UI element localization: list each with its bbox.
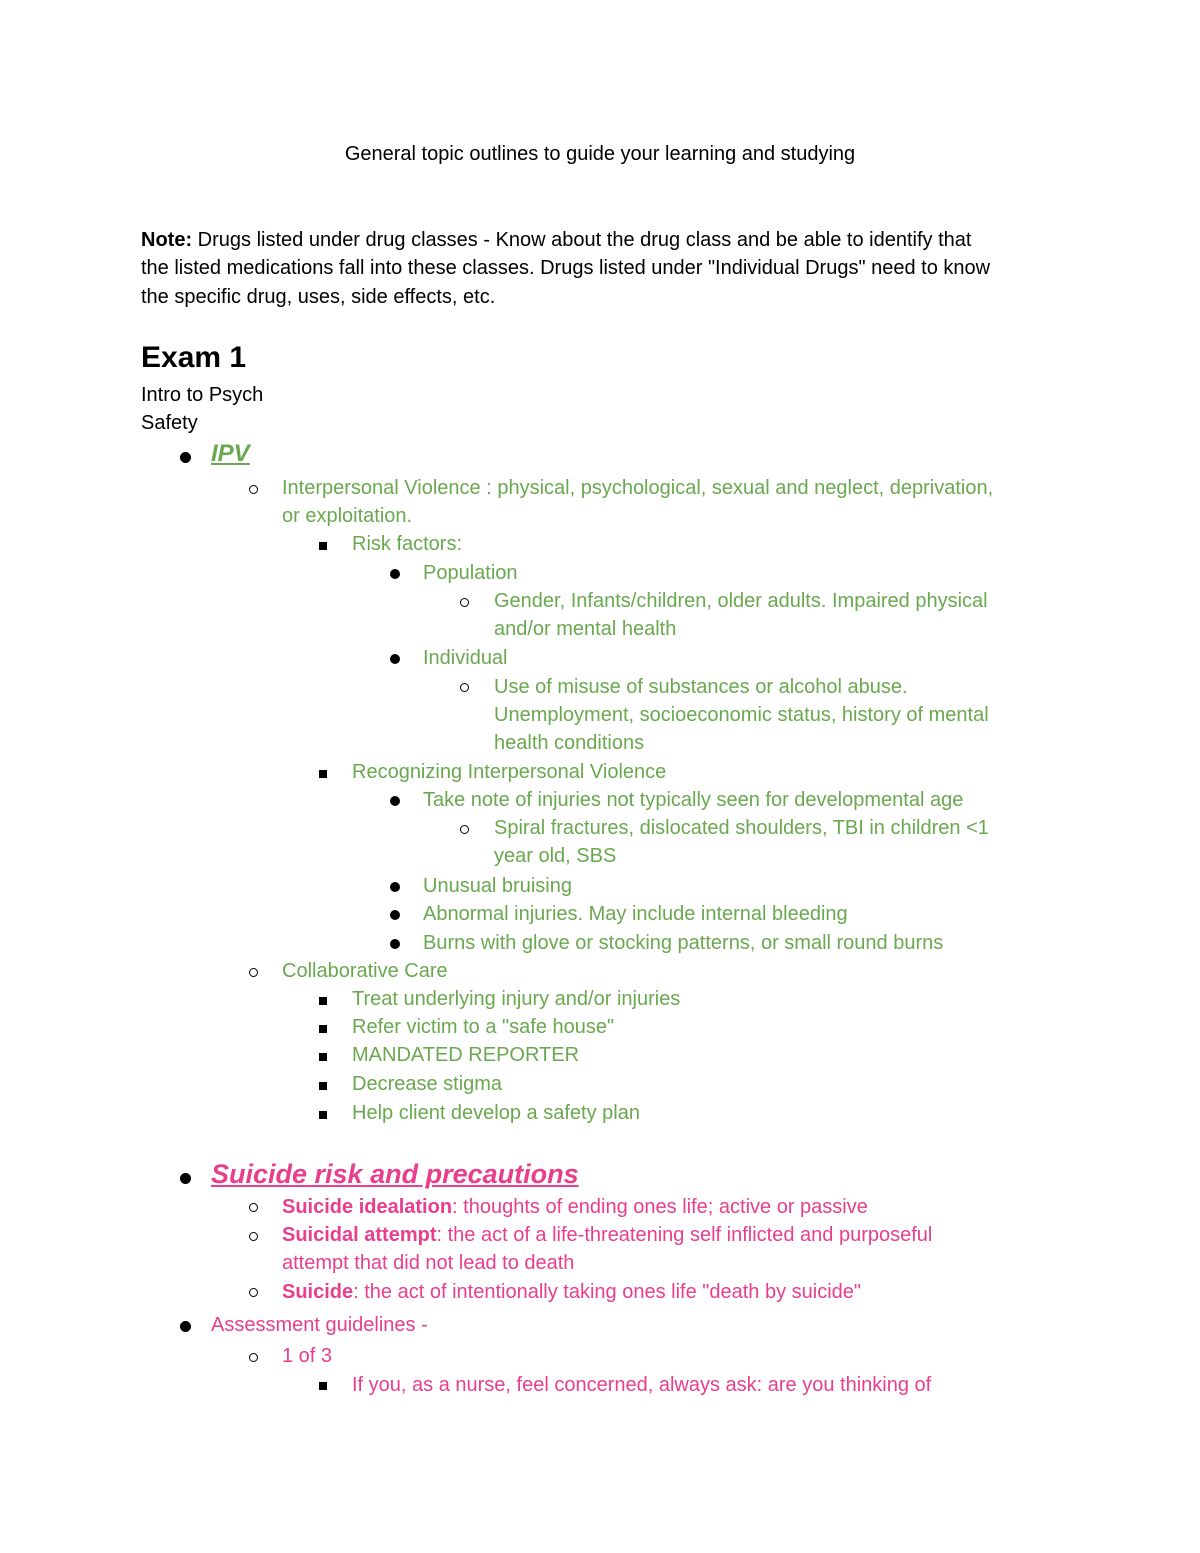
population-detail-line-2: and/or mental health bbox=[494, 618, 677, 640]
bullet-dot-icon bbox=[390, 910, 400, 920]
bullet-dot-icon bbox=[180, 1321, 191, 1332]
bullet-dot-icon bbox=[390, 882, 400, 892]
ideation-term: Suicide idealation bbox=[282, 1196, 453, 1218]
bullet-square-icon bbox=[319, 1053, 327, 1061]
note-line-1 bbox=[141, 226, 971, 254]
ask-line: If you, as a nurse, feel concerned, always ask: are you thinking of bbox=[352, 1374, 932, 1396]
bullet-dot-icon bbox=[390, 939, 400, 949]
note-text-1: Drugs listed under drug classes - Know about the drug class and be able to identify that bbox=[192, 229, 972, 251]
bullet-square-icon bbox=[319, 1025, 327, 1033]
collab-item: Help client develop a safety plan bbox=[352, 1102, 640, 1124]
burns-text: Burns with glove or stocking patterns, or small round burns bbox=[423, 932, 944, 954]
attempt-line-2: attempt that did not lead to death bbox=[282, 1252, 575, 1274]
individual-detail-line-3: health conditions bbox=[494, 732, 645, 754]
bullet-circle-icon bbox=[460, 598, 469, 607]
spiral-fractures-line-1: Spiral fractures, dislocated shoulders, TBI in children <1 bbox=[494, 817, 989, 839]
attempt-term: Suicidal attempt bbox=[282, 1224, 437, 1246]
risk-factors-label: Risk factors: bbox=[352, 533, 463, 555]
individual-detail-line-2: Unemployment, socioeconomic status, history of mental bbox=[494, 704, 989, 726]
bullet-square-icon bbox=[319, 1382, 327, 1390]
bullet-circle-icon bbox=[249, 1203, 258, 1212]
suicide-heading: Suicide risk and precautions bbox=[211, 1159, 579, 1189]
suicide-term: Suicide bbox=[282, 1281, 354, 1303]
exam-subheading-intro: Intro to Psych bbox=[141, 384, 264, 406]
ipv-definition-line-2: or exploitation. bbox=[282, 505, 413, 527]
exam-subheading-safety: Safety bbox=[141, 412, 198, 434]
collab-item: Treat underlying injury and/or injuries bbox=[352, 988, 681, 1010]
collab-item: Decrease stigma bbox=[352, 1073, 503, 1095]
one-of-three-label: 1 of 3 bbox=[282, 1345, 333, 1367]
ipv-heading: IPV bbox=[211, 440, 250, 467]
attempt-line-1 bbox=[282, 1221, 932, 1249]
attempt-definition-1: : the act of a life-threatening self inflicted and purposeful bbox=[436, 1224, 933, 1246]
note-label: Note: bbox=[141, 229, 193, 251]
suicide-definition: : the act of intentionally taking ones life "death by suicide" bbox=[353, 1281, 861, 1303]
collaborative-care-label: Collaborative Care bbox=[282, 960, 448, 982]
population-label: Population bbox=[423, 562, 518, 584]
bullet-square-icon bbox=[319, 770, 327, 778]
bullet-square-icon bbox=[319, 1111, 327, 1119]
abnormal-injuries-text: Abnormal injuries. May include internal bleeding bbox=[423, 903, 848, 925]
bullet-circle-icon bbox=[249, 1288, 258, 1297]
bullet-square-icon bbox=[319, 542, 327, 550]
assessment-guidelines-label: Assessment guidelines - bbox=[211, 1314, 428, 1336]
ideation-line bbox=[282, 1193, 868, 1221]
bullet-dot-icon bbox=[180, 1173, 191, 1184]
bullet-circle-icon bbox=[249, 1232, 258, 1241]
bullet-circle-icon bbox=[249, 485, 258, 494]
bullet-dot-icon bbox=[390, 569, 400, 579]
exam-heading: Exam 1 bbox=[141, 341, 247, 374]
bullet-square-icon bbox=[319, 1082, 327, 1090]
unusual-bruising-text: Unusual bruising bbox=[423, 875, 572, 897]
note-line-2: the listed medications fall into these classes. Drugs listed under "Individual Drugs" need to know bbox=[141, 257, 991, 279]
ipv-definition-line-1: Interpersonal Violence : physical, psychological, sexual and neglect, deprivation, bbox=[282, 477, 994, 499]
bullet-circle-icon bbox=[249, 1353, 258, 1362]
bullet-dot-icon bbox=[180, 452, 191, 463]
bullet-circle-icon bbox=[249, 968, 258, 977]
bullet-dot-icon bbox=[390, 654, 400, 664]
bullet-circle-icon bbox=[460, 683, 469, 692]
collab-item: MANDATED REPORTER bbox=[352, 1044, 580, 1066]
suicide-definition-line bbox=[282, 1278, 861, 1306]
individual-detail-line-1: Use of misuse of substances or alcohol abuse. bbox=[494, 676, 908, 698]
collab-item: Refer victim to a "safe house" bbox=[352, 1016, 615, 1038]
spiral-fractures-line-2: year old, SBS bbox=[494, 845, 617, 867]
bullet-square-icon bbox=[319, 997, 327, 1005]
page-title: General topic outlines to guide your learning and studying bbox=[344, 143, 856, 165]
individual-label: Individual bbox=[423, 647, 508, 669]
ideation-definition: : thoughts of ending ones life; active or passive bbox=[452, 1196, 868, 1218]
take-note-text: Take note of injuries not typically seen for developmental age bbox=[423, 789, 964, 811]
bullet-dot-icon bbox=[390, 796, 400, 806]
recognizing-label: Recognizing Interpersonal Violence bbox=[352, 761, 667, 783]
bullet-circle-icon bbox=[460, 825, 469, 834]
note-line-3: the specific drug, uses, side effects, etc. bbox=[141, 286, 496, 308]
population-detail-line-1: Gender, Infants/children, older adults. Impaired physical bbox=[494, 590, 988, 612]
